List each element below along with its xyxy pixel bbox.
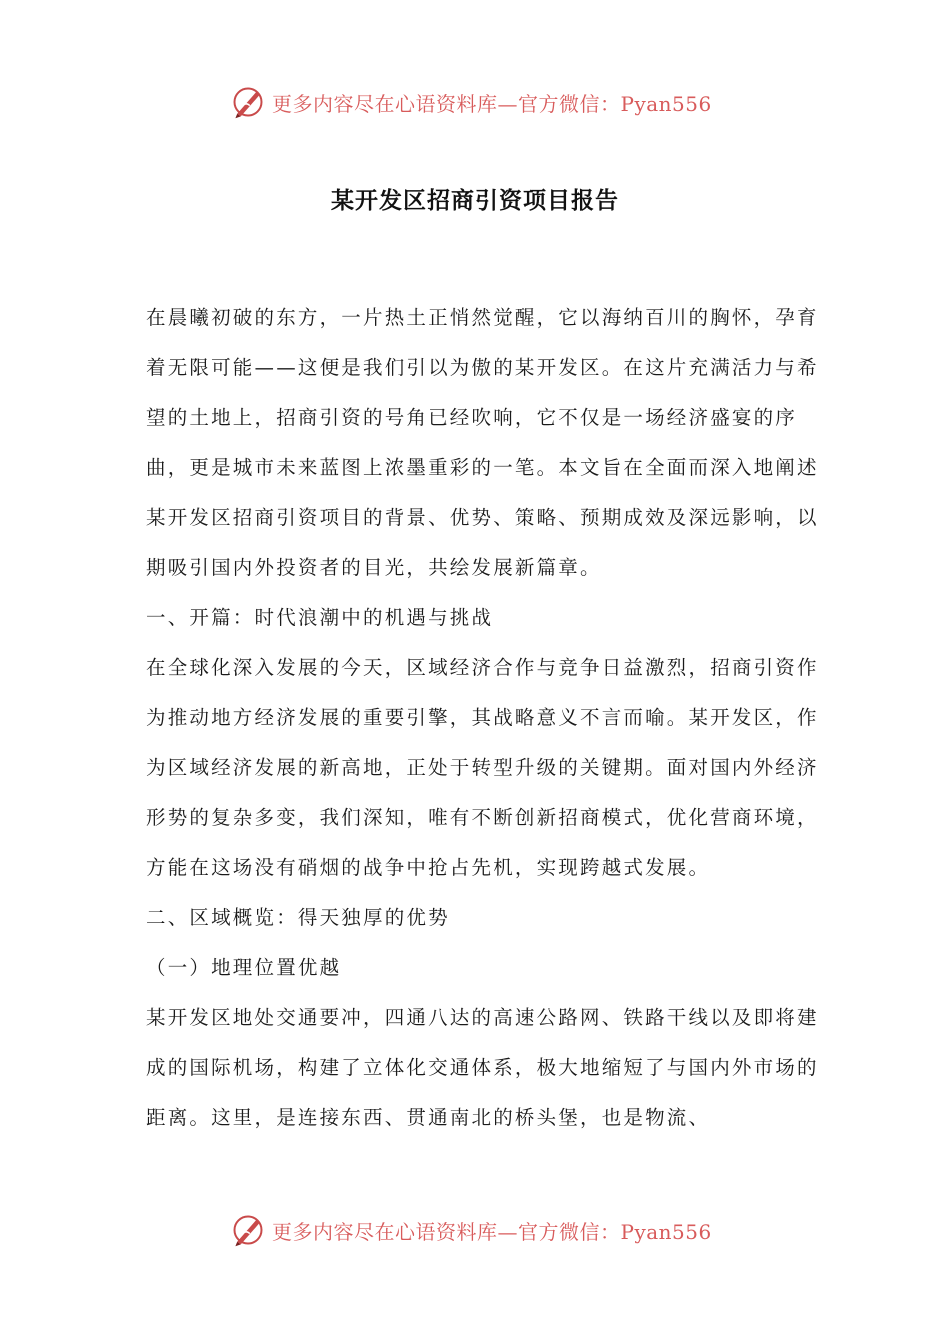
document-body [146, 293, 826, 1143]
subsection-heading-1: （一）地理位置优越 [146, 956, 342, 979]
intro-paragraph: 在晨曦初破的东方，一片热土正悄然觉醒，它以海纳百川的胸怀，孕育着无限可能——这便是我们引以为傲的某开发区。在这片充满活力与希望的土地上，招商引资的号角已经吹响，它不仅是一场经济盛宴的序曲，更是城市未来蓝图上浓墨重彩的一笔。本文旨在全面而深入地阐述某开发区招商引资项目的背景、优势、策略、预期成效及深远影响，以期吸引国内外投资者的目光，共绘发展新篇章。 [146, 306, 819, 579]
footer-watermark [230, 1210, 750, 1250]
watermark-text: 更多内容尽在心语资料库—官方微信：Pyan556 [272, 1219, 712, 1244]
watermark-text: 更多内容尽在心语资料库—官方微信：Pyan556 [272, 91, 712, 116]
section-heading-1: 一、开篇：时代浪潮中的机遇与挑战 [146, 606, 494, 629]
subsection-paragraph-1: 某开发区地处交通要冲，四通八达的高速公路网、铁路干线以及即将建成的国际机场，构建了立体化交通体系，极大地缩短了与国内外市场的距离。这里，是连接东西、贯通南北的桥头堡，也是物流、 [146, 1006, 819, 1129]
header-watermark [230, 82, 750, 122]
section-paragraph-1: 在全球化深入发展的今天，区域经济合作与竞争日益激烈，招商引资作为推动地方经济发展的重要引擎，其战略意义不言而喻。某开发区，作为区域经济发展的新高地，正处于转型升级的关键期。面对国内外经济形势的复杂多变，我们深知，唯有不断创新招商模式，优化营商环境，方能在这场没有硝烟的战争中抢占先机，实现跨越式发展。 [146, 656, 819, 879]
section-heading-2: 二、区域概览：得天独厚的优势 [146, 906, 450, 929]
pen-logo-icon [230, 84, 266, 120]
pen-logo-icon [230, 1212, 266, 1248]
document-title: 某开发区招商引资项目报告 [331, 188, 619, 214]
